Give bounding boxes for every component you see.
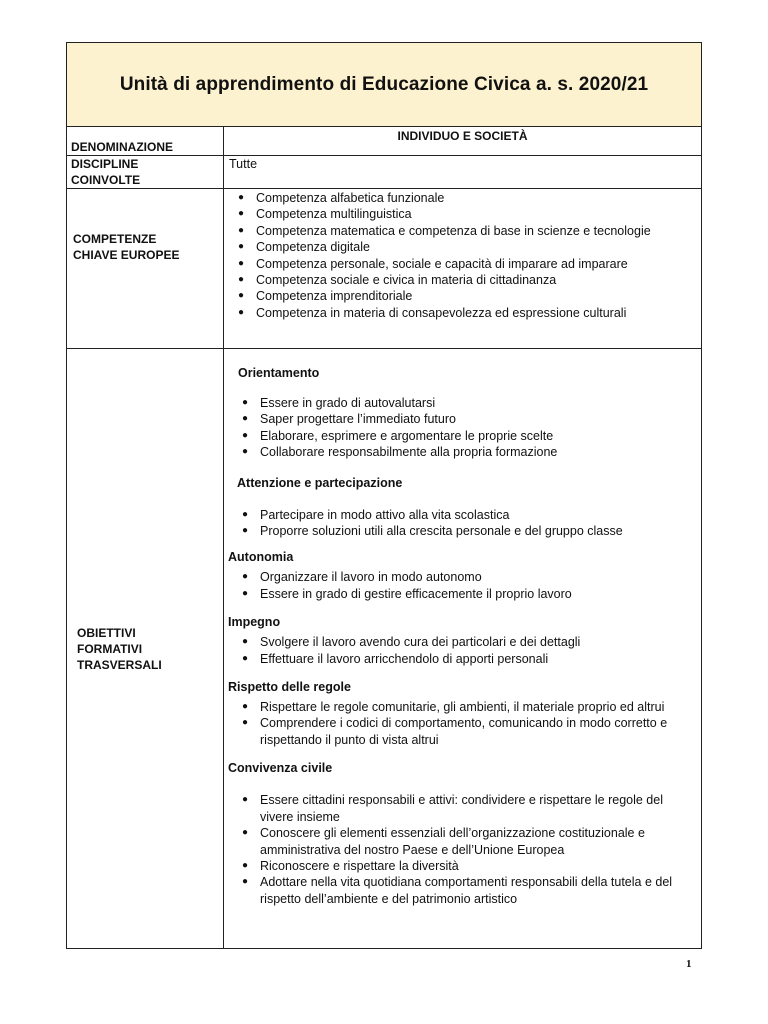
obiettivi-section xyxy=(228,602,699,667)
objective-item: ● Rispettare le regole comunitarie, gli ambienti, il materiale proprio ed altrui xyxy=(228,699,697,715)
section-title: Orientamento xyxy=(238,366,320,380)
page-number: 1 xyxy=(686,958,692,970)
section-list xyxy=(228,395,699,461)
competenza-item: ● Competenza alfabetica funzionale xyxy=(224,190,661,206)
objective-item: ● Partecipare in modo attivo alla vita scolastica xyxy=(228,507,697,523)
obiettivi-section xyxy=(228,349,699,461)
uda-table xyxy=(66,126,702,949)
denominazione-label-cell xyxy=(67,127,224,156)
competenza-item: ● Competenza sociale e civica in materia di cittadinanza xyxy=(224,272,661,288)
obiettivi-label-line3: TRASVERSALI xyxy=(77,657,162,672)
competenza-item: ● Competenza in materia di consapevolezza ed espressione culturali xyxy=(224,305,661,321)
obiettivi-label-line2: FORMATIVI xyxy=(77,641,143,656)
denominazione-value: INDIVIDUO E SOCIETÀ xyxy=(397,129,528,143)
competenze-label-line1: COMPETENZE xyxy=(73,232,157,246)
discipline-label-line1: DISCIPLINE xyxy=(71,157,139,171)
competenze-label-line2: CHIAVE EUROPEE xyxy=(73,248,180,262)
competenze-list xyxy=(224,189,701,321)
row-competenze xyxy=(67,189,702,349)
document-page xyxy=(66,42,702,950)
competenza-item: ● Competenza personale, sociale e capacità di imparare ad imparare xyxy=(224,256,661,272)
obiettivi-sections xyxy=(224,349,701,907)
section-title: Rispetto delle regole xyxy=(228,680,351,695)
objective-item: ● Saper progettare l’immediato futuro xyxy=(228,411,697,427)
competenza-item: ● Competenza multilinguistica xyxy=(224,206,661,222)
objective-item: ● Proporre soluzioni utili alla crescita personale e del gruppo classe xyxy=(228,523,697,539)
objective-item: ● Effettuare il lavoro arricchendolo di apporti personali xyxy=(228,651,697,667)
objective-item: ● Svolgere il lavoro avendo cura dei particolari e dei dettagli xyxy=(228,634,697,650)
obiettivi-label-cell xyxy=(67,349,224,949)
row-denominazione xyxy=(67,127,702,156)
discipline-value: Tutte xyxy=(229,157,258,171)
competenza-item: ● Competenza digitale xyxy=(224,239,661,255)
competenza-item: ● Competenza imprenditoriale xyxy=(224,288,661,304)
objective-item: ● Organizzare il lavoro in modo autonomo xyxy=(228,569,697,585)
obiettivi-section xyxy=(228,461,699,540)
competenze-list-cell xyxy=(224,189,702,349)
objective-item: ● Conoscere gli elementi essenziali dell’organizzazione costituzionale e amministrativa del nostro Paese e dell’Unione Europea xyxy=(228,825,697,858)
section-title: Autonomia xyxy=(228,550,294,565)
section-list xyxy=(228,792,699,907)
objective-item: ● Adottare nella vita quotidiana comportamenti responsabili della tutela e del rispetto dell’ambiente e del patrimonio artistico xyxy=(228,874,697,907)
row-discipline xyxy=(67,156,702,189)
discipline-label-line2: COINVOLTE xyxy=(71,173,141,187)
section-title: Convivenza civile xyxy=(228,761,333,776)
objective-item: ● Riconoscere e rispettare la diversità xyxy=(228,858,697,874)
discipline-value-cell xyxy=(224,156,702,189)
obiettivi-content-cell xyxy=(224,349,702,949)
section-list xyxy=(228,507,699,540)
denominazione-value-cell xyxy=(224,127,702,156)
objective-item: ● Essere in grado di autovalutarsi xyxy=(228,395,697,411)
section-title: Attenzione e partecipazione xyxy=(237,475,403,490)
row-obiettivi xyxy=(67,349,702,949)
denominazione-label: DENOMINAZIONE xyxy=(71,140,173,154)
objective-item: ● Comprendere i codici di comportamento, comunicando in modo corretto e rispettando il punto di vista altrui xyxy=(228,715,697,748)
competenza-item: ● Competenza matematica e competenza di base in scienze e tecnologie xyxy=(224,223,661,239)
competenze-label-cell xyxy=(67,189,224,349)
section-list xyxy=(228,634,699,667)
objective-item: ● Essere in grado di gestire efficacemente il proprio lavoro xyxy=(228,586,697,602)
discipline-label-cell xyxy=(67,156,224,189)
obiettivi-section xyxy=(228,748,699,907)
obiettivi-label-line1: OBIETTIVI xyxy=(77,625,136,640)
objective-item: ● Essere cittadini responsabili e attivi: condividere e rispettare le regole del vivere insieme xyxy=(228,792,697,825)
document-title: Unità di apprendimento di Educazione Civica a. s. 2020/21 xyxy=(119,73,649,95)
objective-item: ● Elaborare, esprimere e argomentare le proprie scelte xyxy=(228,428,697,444)
title-banner xyxy=(66,42,702,127)
section-list xyxy=(228,569,699,602)
section-list xyxy=(228,699,699,748)
objective-item: ● Collaborare responsabilmente alla propria formazione xyxy=(228,444,697,460)
obiettivi-section xyxy=(228,539,699,602)
section-title: Impegno xyxy=(228,615,281,630)
obiettivi-section xyxy=(228,667,699,748)
